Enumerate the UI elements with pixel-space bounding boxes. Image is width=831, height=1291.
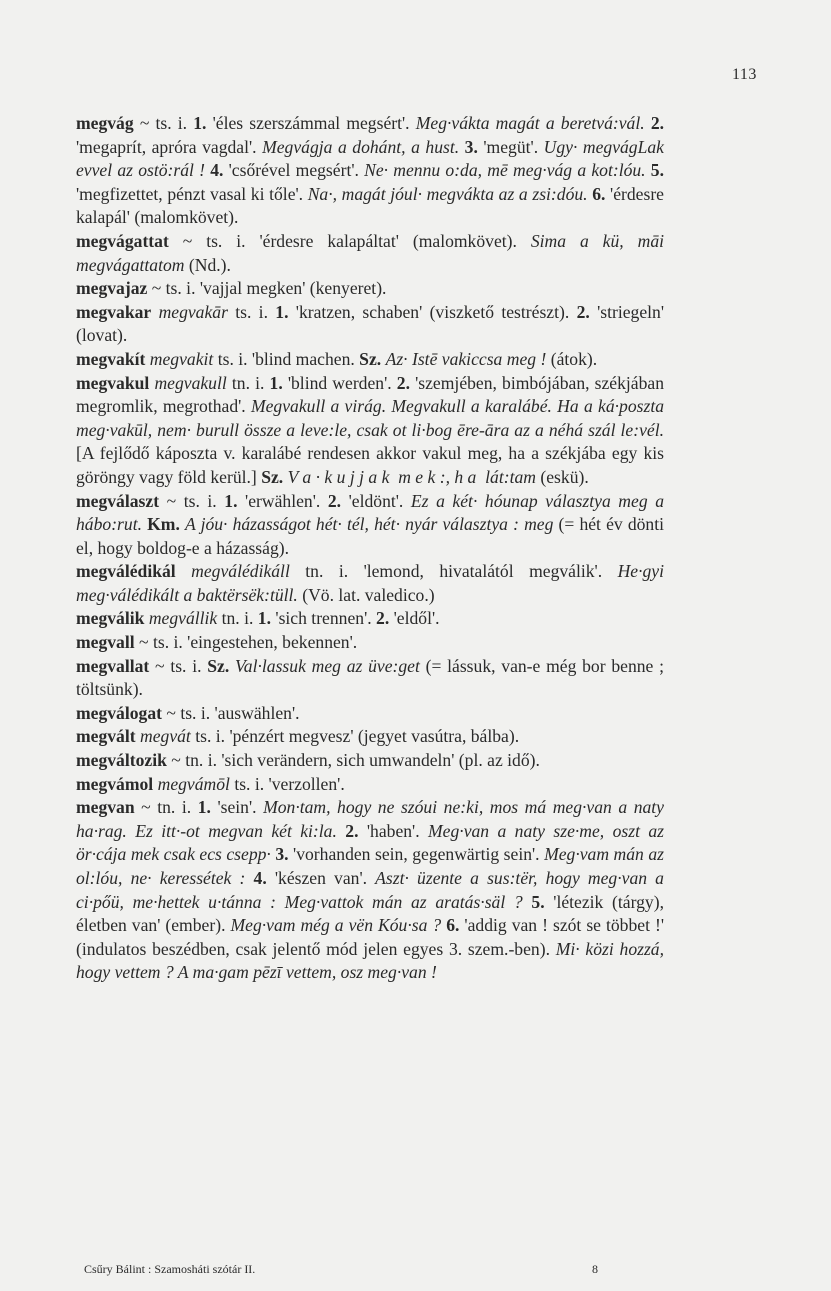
footer-signature: 8 [592, 1262, 598, 1276]
entry-headword: 1. [257, 608, 271, 629]
dictionary-entry [76, 112, 669, 230]
entry-example: Mi· közi hozzá, hogy vettem ? A ma·gam pēzī vettem, osz meg·van ! [76, 938, 669, 983]
entry-text: ~ ts. i. 'vajjal megken' (kenyeret). [147, 278, 387, 299]
entry-headword: 2. [327, 490, 342, 511]
entry-text: 'vorhanden sein, gegenwärtig sein'. [288, 844, 545, 865]
entry-text: (Nd.). [184, 254, 231, 275]
entry-headword: 3. [464, 136, 478, 157]
entry-example: Na·, magát jóul· megvákta az a zsi:dóu. [307, 183, 588, 204]
entry-example: Megvágja a dohánt, a hust. [262, 136, 460, 157]
entry-headword: 1. [193, 113, 207, 133]
entry-headword: megvált [76, 726, 136, 747]
entry-headword: megvámol [76, 773, 154, 794]
dictionary-column [76, 112, 669, 985]
entry-headword: megvág [76, 113, 134, 133]
entry-example: Ne· mennu o:da, mē meg·vág a kot:lóu. [364, 160, 646, 181]
dictionary-entry [76, 490, 669, 561]
entry-example: Val·lassuk meg az üve:get [235, 655, 420, 676]
entry-headword: 5. [531, 891, 545, 912]
entry-headword: megvallat [76, 655, 150, 676]
page-number: 113 [732, 66, 757, 83]
entry-text: 'csőrével megsért'. [223, 160, 365, 181]
entry-headword: 4. [210, 160, 224, 181]
entry-example: Sima a kü, māi megvágattatom [76, 230, 669, 275]
entry-text: 'striegeln' (lovat). [76, 301, 669, 346]
entry-headword: 6. [446, 915, 460, 936]
entry-headword: 1. [197, 797, 211, 818]
entry-text: [A fejlődő káposzta v. karalábé rendesen akkor vakul meg, ha a székjába egy kis göröngy vagy föld kerül.] [76, 419, 669, 487]
entry-example: Ugy· megvágLak evvel az ostö:rál ! [76, 136, 669, 181]
entry-example: megvállik [148, 608, 218, 629]
dictionary-entry [76, 607, 664, 631]
entry-headword: 6. [592, 183, 606, 204]
entry-example: V a · k u j j a k m e k :, h a lát:tam [287, 466, 536, 487]
dictionary-entry [76, 655, 669, 702]
entry-text: ts. i. [227, 301, 276, 322]
entry-text: ts. i. 'blind machen. [213, 348, 360, 369]
entry-headword: megváltozik [76, 750, 167, 771]
entry-text [176, 561, 191, 581]
entry-example: megvakit [149, 348, 214, 369]
entry-text [245, 868, 253, 888]
entry-example: Mon·tam, hogy ne szóui ne:ki, mos má meg·van a naty ha·rag. Ez itt·-ot megvan két ki:la. [76, 797, 669, 841]
entry-example: He·gyi meg·válédikált a baktërsëk:tüll. [76, 561, 669, 605]
entry-headword: 2. [396, 372, 410, 393]
dictionary-entry [76, 749, 664, 773]
entry-headword: 1. [275, 301, 289, 322]
entry-example: Meg·vákta magát a beretvá:vál. [415, 113, 645, 133]
entry-text: 'megaprít, apróra vagdal'. [76, 113, 669, 157]
entry-headword: 5. [650, 160, 664, 181]
entry-example: megvakār [158, 301, 228, 322]
entry-example: Aszt· üzente a sus:tër, hogy meg·van a ci·pőü, me·hettek u·tánna : Meg·vattok mán az aratás·säl ? [76, 868, 669, 912]
dictionary-entry [76, 796, 669, 985]
dictionary-entry [76, 372, 669, 490]
entry-headword: megvakul [76, 372, 150, 393]
entry-example: Megvakull a virág. Megvakull a karalábé. Ha a ká·poszta meg·vakūl, nem· burull össze a leve:le, csak ot li·bog ēre-āra az a néhá szál le:vél. [76, 396, 669, 440]
entry-headword: megválik [76, 608, 145, 629]
entry-text: 'létezik (tárgy), életben van' (ember). [76, 891, 669, 936]
dictionary-entry [76, 560, 669, 607]
entry-text: 'eldönt'. [341, 490, 411, 511]
entry-text: ~ tn. i. [134, 797, 198, 818]
entry-headword: Sz. [207, 655, 230, 676]
entry-text [151, 302, 158, 322]
entry-text: tn. i. [226, 372, 270, 393]
entry-example: Meg·vam mán az ol:lóu, ne· keressétek : [76, 844, 669, 888]
entry-headword: 2. [650, 113, 665, 133]
entry-text: ~ ts. i. [149, 655, 208, 676]
entry-text: 'kratzen, schaben' (viszkető testrészt). [288, 301, 577, 322]
dictionary-entry [76, 348, 664, 372]
entry-example: A jóu· házasságot hét· tél, hét· nyár választya : meg [185, 514, 554, 535]
entry-example: megvámōl [157, 773, 230, 794]
entry-text: (eskü). [535, 466, 589, 487]
entry-text: 'erwählen'. [237, 490, 328, 511]
entry-headword: Sz. [261, 466, 284, 487]
entry-text: 'megfizettet, pénzt vasal ki tőle'. [76, 160, 669, 204]
entry-headword: 3. [275, 844, 289, 865]
entry-text: 'addig van ! szót se többet !' (indulatos beszédben, csak jelentő mód jelen egyes 3. szem.-ben). [76, 915, 669, 959]
entry-text: 'haben'. [358, 820, 429, 841]
entry-text: 'éles szerszámmal megsért'. [206, 113, 416, 133]
entry-text: ts. i. 'pénzért megvesz' (jegyet vasútra, bálba). [190, 726, 520, 747]
dictionary-entry [76, 301, 669, 348]
entry-headword: Sz. [359, 348, 382, 369]
entry-text: 'eldől'. [389, 608, 440, 629]
entry-headword: megválaszt [76, 490, 160, 511]
entry-headword: 1. [269, 372, 283, 393]
dictionary-entry [76, 773, 664, 797]
entry-text: (= lássuk, van-e még bor benne ; töltsünk). [76, 655, 669, 700]
entry-text: ~ ts. i. [159, 490, 225, 511]
entry-example: Meg·van a naty sze·me, oszt az ör·cája mek csak ecs csepp· [76, 820, 669, 865]
entry-headword: 2. [345, 820, 359, 841]
dictionary-entry [76, 277, 664, 301]
entry-headword: megválogat [76, 702, 162, 723]
entry-example: megválédikáll [191, 561, 290, 582]
entry-text: ~ ts. i. [133, 113, 194, 133]
entry-headword: megvan [76, 797, 135, 818]
dictionary-entry [76, 631, 664, 655]
entry-headword: 2. [576, 301, 590, 322]
dictionary-entry [76, 702, 664, 726]
footer-source: Csűry Bálint : Szamosháti szótár II. [84, 1262, 256, 1276]
entry-text: ~ ts. i. 'auswählen'. [162, 702, 300, 723]
entry-text: tn. i. 'lemond, hivatalától megválik'. [289, 561, 618, 582]
dictionary-entry [76, 725, 664, 749]
entry-headword: megvakar [76, 301, 152, 322]
entry-text: ts. i. 'verzollen'. [229, 773, 345, 794]
entry-example: Az· Istē vakiccsa meg ! [385, 348, 547, 369]
entry-text: 'készen van'. [266, 868, 376, 888]
entry-headword: megvágattat [76, 230, 169, 251]
entry-text: ~ tn. i. 'sich verändern, sich umwandeln' (pl. az idő). [166, 750, 540, 771]
entry-text: 'érdesre kalapál' (malomkövet). [76, 183, 669, 228]
entry-headword: megvakít [76, 348, 146, 369]
entry-text: 'blind werden'. [282, 372, 397, 393]
entry-text: 'sein'. [210, 797, 264, 818]
dictionary-entry [76, 230, 669, 277]
entry-example: Meg·vam még a vën Kóu·sa ? [230, 915, 442, 936]
entry-headword: Km. [147, 514, 180, 535]
entry-text: (átok). [546, 348, 598, 369]
entry-headword: megvajaz [76, 278, 148, 299]
entry-text: tn. i. [217, 608, 258, 629]
entry-headword: 1. [224, 490, 238, 511]
entry-text: ~ ts. i. 'érdesre kalapáltat' (malomkövet). [168, 230, 531, 251]
entry-text: 'sich trennen'. [271, 608, 377, 629]
entry-example: Ez a két· hóunap választya meg a hábo:rut. [76, 490, 669, 535]
entry-text: (= hét év dönti el, hogy boldog-e a házasság). [76, 514, 669, 558]
entry-example: megvát [140, 726, 191, 747]
entry-headword: megválédikál [76, 561, 176, 582]
entry-example: megvakull [154, 372, 227, 393]
entry-headword: megvall [76, 632, 135, 653]
entry-headword: 2. [376, 608, 390, 629]
entry-text: 'szemjében, bimbójában, székjában megromlik, megrothad'. [76, 372, 669, 417]
entry-text: (Vö. lat. valedico.) [297, 584, 435, 605]
entry-text: 'megüt'. [477, 136, 544, 157]
entry-headword: 4. [253, 868, 267, 888]
entry-text: ~ ts. i. 'eingestehen, bekennen'. [134, 632, 358, 653]
